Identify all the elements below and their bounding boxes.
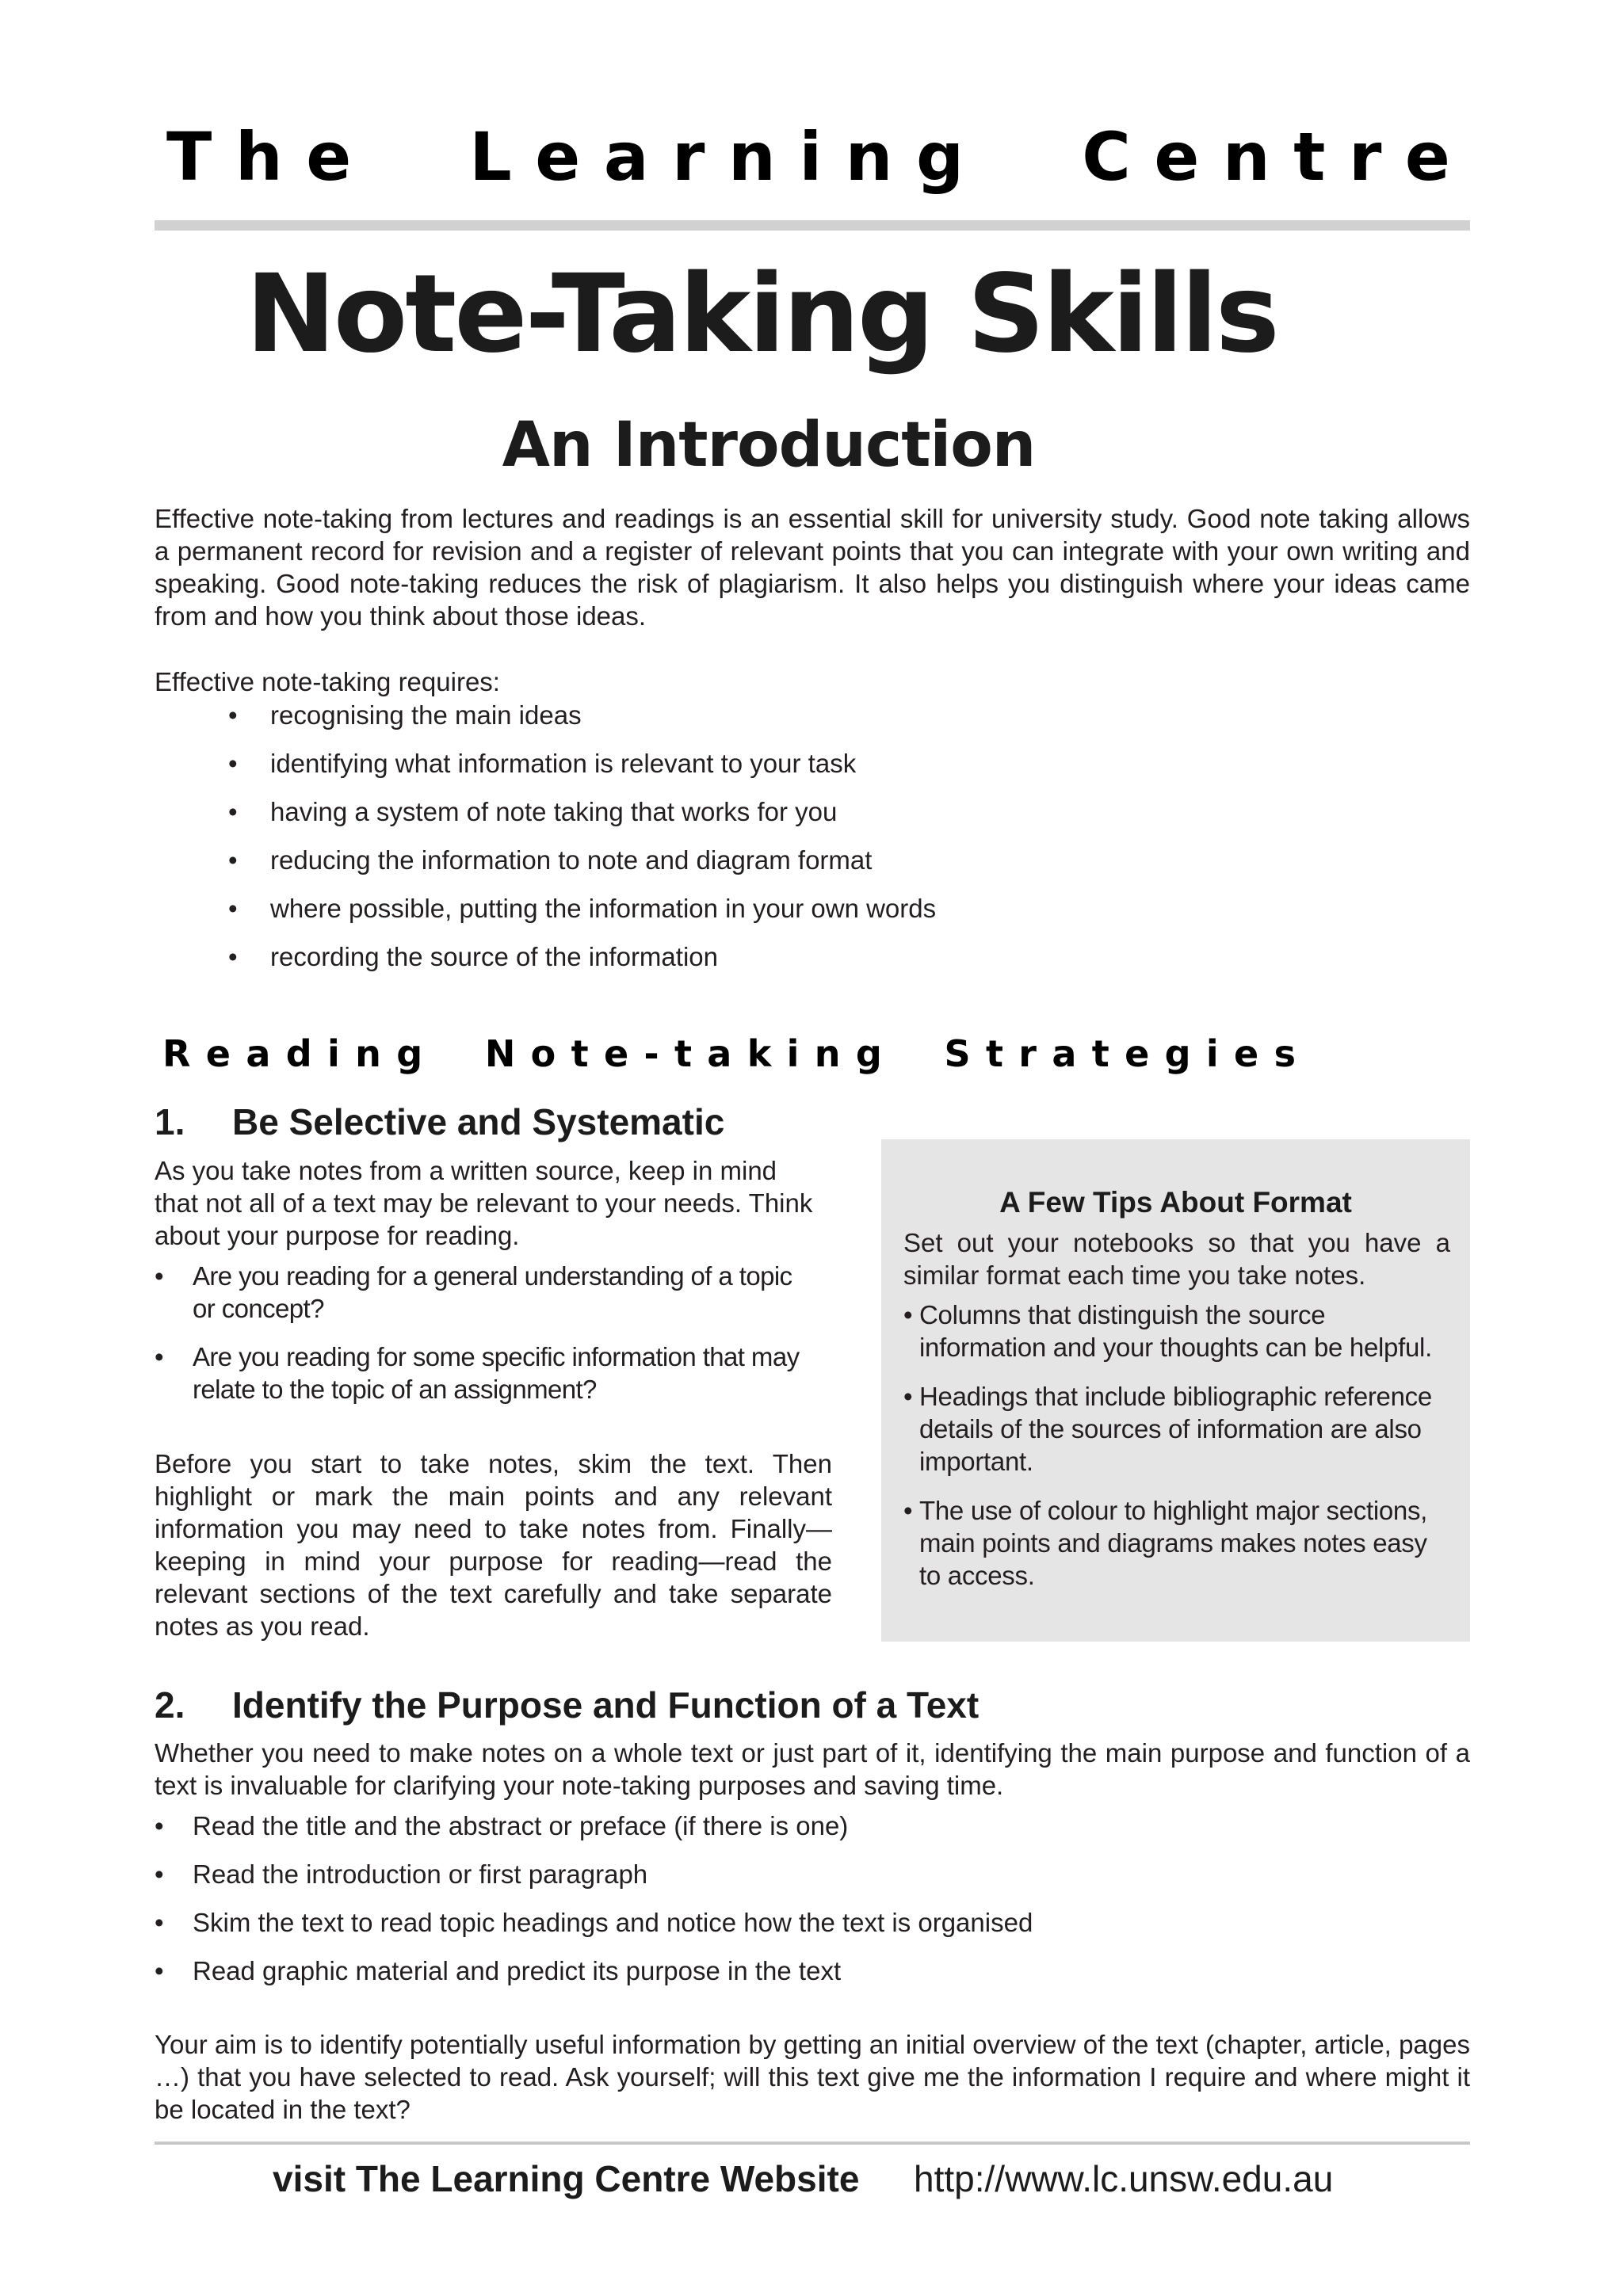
- list-item-text: having a system of note taking that works for you: [270, 797, 838, 826]
- intro-paragraph: Effective note-taking from lectures and readings is an essential skill for university study. Good note taking allows a permanent record for revision and a register of relevant points that you can integrate with your own writing and speaking. Good note-taking reduces the risk of plagiarism. It also helps you distinguish where your ideas came from and how you think about those ideas.: [155, 504, 1470, 631]
- heading-letter: a: [246, 1032, 271, 1075]
- heading-letter: h: [235, 118, 283, 196]
- word-gap: [437, 1030, 469, 1077]
- text-line: relate to the topic of an assignment?: [193, 1375, 597, 1404]
- list-item-text: Skim the text to read topic headings and notice how the text is organised: [193, 1908, 1033, 1937]
- heading-letter: g: [396, 1032, 423, 1075]
- list-item: [228, 844, 1179, 892]
- tips-intro: [903, 1226, 1450, 1291]
- heading-letter: L: [469, 118, 512, 196]
- section-2-heading: [155, 1683, 979, 1727]
- heading-letter: a: [1052, 1032, 1077, 1075]
- bullet-icon: •: [903, 1382, 913, 1411]
- list-item-text: recognising the main ideas: [270, 700, 582, 730]
- heading-letter: e: [1154, 118, 1200, 196]
- heading-letter: T: [166, 118, 212, 196]
- text-line: main points and diagrams makes notes easy: [919, 1528, 1427, 1558]
- section-number: 1.: [155, 1101, 185, 1142]
- heading-letter: r: [1018, 1032, 1037, 1075]
- list-item-text: recording the source of the information: [270, 942, 718, 971]
- heading-letter: t: [571, 1032, 589, 1075]
- section-1-intro: [155, 1154, 832, 1252]
- heading-letter: n: [728, 118, 776, 196]
- tips-list: [903, 1299, 1450, 1608]
- section-1-heading: [155, 1100, 724, 1144]
- list-item-text: identifying what information is relevant to your task: [270, 749, 857, 778]
- heading-letter: n: [1222, 118, 1270, 196]
- list-item: [228, 795, 1179, 844]
- tips-title: A Few Tips About Format: [999, 1186, 1352, 1219]
- list-item: [155, 1260, 836, 1341]
- heading-letter: i: [786, 1032, 800, 1075]
- list-item: [228, 940, 1179, 989]
- heading-letter: e: [1234, 1032, 1259, 1075]
- section-title: Identify the Purpose and Function of a Text: [232, 1684, 980, 1726]
- list-item: [228, 747, 1179, 795]
- bullet-icon: •: [228, 942, 238, 971]
- list-item: [155, 1858, 1423, 1906]
- list-item: [155, 1341, 836, 1421]
- bullet-icon: •: [155, 1859, 164, 1889]
- document-title: Note-Taking Skills: [246, 252, 1277, 377]
- list-item: [903, 1380, 1450, 1478]
- heading-letter: k: [747, 1032, 772, 1075]
- heading-letter: e: [535, 118, 581, 196]
- heading-letter: e: [306, 118, 352, 196]
- heading-letter: -: [643, 1032, 659, 1075]
- heading-letter: i: [327, 1032, 340, 1075]
- heading-letter: d: [285, 1032, 312, 1075]
- heading-letter: i: [799, 118, 823, 196]
- heading-letter: a: [707, 1032, 732, 1075]
- text-line: Are you reading for some specific information that may: [193, 1342, 800, 1371]
- bullet-icon: •: [155, 1956, 164, 1985]
- heading-letter: g: [1164, 1032, 1191, 1075]
- requirements-label: Effective note-taking requires:: [155, 667, 500, 696]
- top-divider: [155, 220, 1470, 231]
- heading-letter: S: [944, 1032, 971, 1075]
- bullet-icon: •: [155, 1261, 164, 1291]
- bullet-icon: •: [228, 845, 238, 875]
- text-line: Headings that include bibliographic reference: [919, 1382, 1432, 1411]
- heading-letter: i: [1205, 1032, 1219, 1075]
- section-2-paragraph: Whether you need to make notes on a whole text or just part of it, identifying the main purpose and function of a text is invaluable for clarifying your note-taking purposes and saving time.: [155, 1738, 1470, 1800]
- section-title: Be Selective and Systematic: [232, 1101, 725, 1142]
- word-gap: [375, 117, 446, 196]
- requirements-list: [228, 699, 1179, 989]
- bullet-icon: •: [903, 1300, 913, 1329]
- text-line: As you take notes from a written source, keep in mind: [155, 1156, 777, 1185]
- text-line: similar format each time you take notes.: [903, 1261, 1366, 1290]
- text-line: Columns that distinguish the source: [919, 1300, 1326, 1329]
- text-line: notes as you read.: [155, 1611, 370, 1641]
- list-item: [228, 699, 1179, 747]
- text-line: Before you start to take notes, skim the text. Then: [155, 1449, 832, 1478]
- centre-heading: [166, 117, 1450, 196]
- bullet-icon: •: [155, 1811, 164, 1840]
- heading-letter: e: [205, 1032, 231, 1075]
- text-line: highlight or mark the main points and any relevant: [155, 1482, 832, 1511]
- section-1-skim-paragraph: [155, 1447, 832, 1642]
- section-number: 2.: [155, 1684, 185, 1726]
- text-line: information you may need to take notes from. Finally—: [155, 1514, 832, 1543]
- bullet-icon: •: [228, 797, 238, 826]
- list-item: [903, 1299, 1450, 1363]
- heading-letter: n: [355, 1032, 381, 1075]
- bullet-icon: •: [228, 894, 238, 923]
- text-line: Set out your notebooks so that you have a: [903, 1228, 1450, 1257]
- list-item-text: reducing the information to note and diagram format: [270, 845, 873, 875]
- text-line: details of the sources of information are also: [919, 1414, 1422, 1444]
- section-2-closing: Your aim is to identify potentially useful information by getting an initial overview of the text (chapter, article, pages …) that you have selected to read. Ask yourself; will this text give me the information I require and where might it be located in the text?: [155, 2030, 1470, 2124]
- text-line: relevant sections of the text carefully and take separate: [155, 1579, 832, 1608]
- list-item: [155, 1955, 1423, 2003]
- list-item-text: Read the introduction or first paragraph: [193, 1859, 648, 1889]
- heading-letter: t: [1293, 118, 1326, 196]
- text-line: keeping in mind your purpose for reading—read the: [155, 1547, 832, 1576]
- list-item: [903, 1494, 1450, 1592]
- text-line: that not all of a text may be relevant to your needs. Think: [155, 1188, 813, 1218]
- list-item: [155, 1906, 1423, 1955]
- footer-visit-text: visit The Learning Centre Website: [273, 2158, 860, 2199]
- heading-letter: s: [1274, 1032, 1296, 1075]
- text-line: about your purpose for reading.: [155, 1221, 520, 1250]
- heading-letter: g: [855, 1032, 882, 1075]
- heading-letter: n: [814, 1032, 841, 1075]
- list-item-text: Read graphic material and predict its purpose in the text: [193, 1956, 842, 1985]
- heading-letter: R: [162, 1032, 191, 1075]
- bullet-icon: •: [155, 1908, 164, 1937]
- strategies-heading: [162, 1030, 1296, 1077]
- heading-letter: a: [603, 118, 649, 196]
- purpose-steps-list: [155, 1810, 1423, 2003]
- reading-questions-list: [155, 1260, 836, 1421]
- list-item-text: Read the title and the abstract or preface (if there is one): [193, 1811, 849, 1840]
- text-line: important.: [919, 1447, 1033, 1476]
- heading-letter: e: [603, 1032, 629, 1075]
- heading-letter: t: [674, 1032, 692, 1075]
- list-item: [155, 1810, 1423, 1858]
- bullet-icon: •: [228, 749, 238, 778]
- heading-letter: t: [1091, 1032, 1109, 1075]
- heading-letter: e: [1125, 1032, 1150, 1075]
- text-line: The use of colour to highlight major sections,: [919, 1496, 1428, 1525]
- text-line: Are you reading for a general understanding of a topic: [193, 1261, 792, 1291]
- format-tips-box: [881, 1139, 1470, 1642]
- word-gap: [897, 1030, 929, 1077]
- heading-letter: o: [530, 1032, 556, 1075]
- heading-letter: t: [985, 1032, 1003, 1075]
- document-subtitle: An Introduction: [502, 410, 1036, 481]
- bullet-icon: •: [228, 700, 238, 730]
- text-line: information and your thoughts can be helpful.: [919, 1333, 1432, 1362]
- heading-letter: r: [672, 118, 705, 196]
- footer-website-link[interactable]: http://www.lc.unsw.edu.au: [914, 2158, 1334, 2199]
- bullet-icon: •: [155, 1342, 164, 1371]
- heading-letter: C: [1082, 118, 1131, 196]
- bottom-divider: [155, 2142, 1470, 2145]
- text-line: to access.: [919, 1561, 1035, 1590]
- heading-letter: e: [1404, 118, 1450, 196]
- heading-letter: g: [916, 118, 964, 196]
- text-line: or concept?: [193, 1294, 324, 1323]
- list-item-text: where possible, putting the information in your own words: [270, 894, 937, 923]
- heading-letter: N: [484, 1032, 516, 1075]
- heading-letter: n: [845, 118, 893, 196]
- heading-letter: r: [1348, 118, 1382, 196]
- word-gap: [987, 117, 1059, 196]
- bullet-icon: •: [903, 1496, 913, 1525]
- list-item: [228, 892, 1179, 940]
